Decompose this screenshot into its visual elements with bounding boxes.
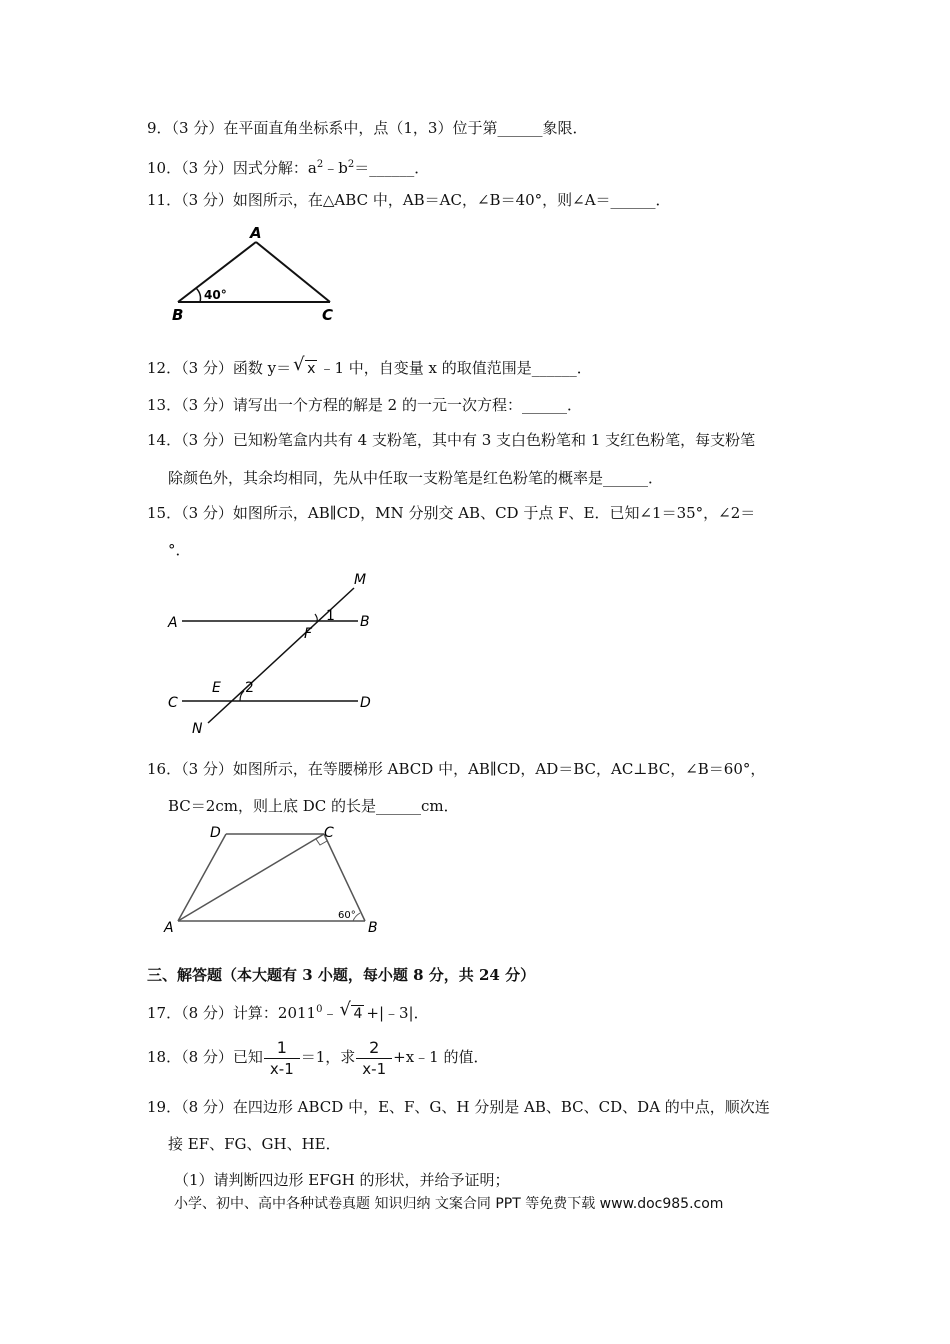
- fig11-label-b: B: [172, 306, 184, 324]
- fig15-label-b: B: [360, 614, 370, 630]
- fig16-angle-label: 60°: [338, 910, 356, 921]
- fraction-1-denominator: x-1: [264, 1058, 300, 1079]
- question-16-line-1: 16．（3 分）如图所示，在等腰梯形 ABCD 中，AB∥CD，AD＝BC，AC⊥BC，∠B＝60°，: [147, 760, 766, 778]
- q17-text-c: +|﹣3|．: [366, 1004, 429, 1022]
- question-19-line-1: 19．（8 分）在四边形 ABCD 中，E、F、G、H 分别是 AB、BC、CD、DA 的中点，顺次连: [147, 1098, 770, 1116]
- fig15-label-a: A: [168, 615, 178, 631]
- q17-sup: 0: [316, 1004, 323, 1015]
- q10-text-c: ＝______．: [354, 159, 430, 177]
- figure-16-trapezoid: [160, 820, 390, 940]
- figure-15-parallel-lines: [160, 568, 380, 738]
- fig16-label-b: B: [368, 920, 378, 936]
- q18-text-b: ＝1，求: [300, 1048, 356, 1066]
- q17-text-b: ﹣: [322, 1004, 338, 1022]
- fig15-label-m: M: [354, 572, 367, 588]
- question-14-line-2: 除颜色外，其余均相同，先从中任取一支粉笔是红色粉笔的概率是______．: [168, 469, 664, 487]
- q10-text-a: 10．（3 分）因式分解：a: [147, 159, 317, 177]
- fig15-label-1: 1: [326, 608, 335, 624]
- question-16-line-2: BC＝2cm，则上底 DC 的长是______cm．: [168, 797, 459, 815]
- fraction-2-denominator: x-1: [356, 1058, 392, 1079]
- question-10: [147, 155, 429, 178]
- question-15-line-2: °．: [168, 541, 191, 559]
- q18-text-a: 18．（8 分）已知: [147, 1048, 263, 1066]
- q10-sup-a: 2: [316, 159, 324, 170]
- fig15-label-n: N: [192, 721, 203, 737]
- fig11-label-c: C: [322, 306, 334, 324]
- q12-text-a: 12．（3 分）函数 y＝: [147, 359, 292, 377]
- fig11-angle-label: 40°: [204, 288, 227, 302]
- q10-text-b: ﹣b: [323, 159, 348, 177]
- question-11: 11．（3 分）如图所示，在△ABC 中，AB＝AC，∠B＝40°，则∠A＝______．: [147, 191, 671, 209]
- question-13: 13．（3 分）请写出一个方程的解是 2 的一元一次方程：______．: [147, 396, 582, 414]
- footer-text: 小学、初中、高中各种试卷真题 知识归纳 文案合同 PPT 等免费下载 www.doc985.com: [174, 1196, 724, 1212]
- fig16-label-d: D: [210, 825, 221, 841]
- fig11-label-a: A: [250, 224, 262, 242]
- q18-text-c: +x﹣1 的值．: [393, 1048, 489, 1066]
- question-18: [147, 1036, 488, 1079]
- figure-11-triangle: [168, 222, 348, 326]
- q17-text-a: 17．（8 分）计算：2011: [147, 1004, 317, 1022]
- fig16-label-c: C: [324, 825, 334, 841]
- question-9: 9．（3 分）在平面直角坐标系中，点（1，3）位于第______象限．: [147, 119, 588, 137]
- fraction-1-numerator: 1: [276, 1037, 287, 1057]
- q17-radicand: 4: [353, 1006, 363, 1022]
- fraction-2-numerator: 2: [369, 1037, 380, 1057]
- q10-sup-b: 2: [347, 159, 355, 170]
- fig15-label-e: E: [212, 680, 221, 696]
- fraction-2: [356, 1038, 392, 1079]
- fig15-label-d: D: [360, 695, 371, 711]
- question-19-part-1: （1）请判断四边形 EFGH 的形状，并给予证明；: [174, 1171, 510, 1189]
- question-14-line-1: 14．（3 分）已知粉笔盒内共有 4 支粉笔，其中有 3 支白色粉笔和 1 支红色粉笔，每支粉笔: [147, 431, 756, 449]
- section-3-heading: 三、解答题（本大题有 3 小题，每小题 8 分，共 24 分）: [147, 966, 536, 984]
- question-15-line-1: 15．（3 分）如图所示，AB∥CD，MN 分别交 AB、CD 于点 F、E．已知∠1＝35°，∠2＝: [147, 504, 756, 522]
- sqrt-icon: [293, 358, 317, 379]
- fig15-label-c: C: [168, 695, 178, 711]
- sqrt-icon: [339, 1003, 364, 1024]
- fraction-1: [264, 1038, 300, 1079]
- question-17: [147, 1000, 429, 1024]
- fig16-label-a: A: [164, 920, 174, 936]
- question-19-line-2: 接 EF、FG、GH、HE．: [168, 1135, 341, 1153]
- fig15-label-f: F: [304, 626, 313, 642]
- q12-text-b: ﹣1 中，自变量 x 的取值范围是______．: [319, 359, 592, 377]
- question-12: [147, 358, 592, 379]
- q12-radicand: x: [307, 361, 316, 377]
- fig15-label-2: 2: [245, 680, 254, 696]
